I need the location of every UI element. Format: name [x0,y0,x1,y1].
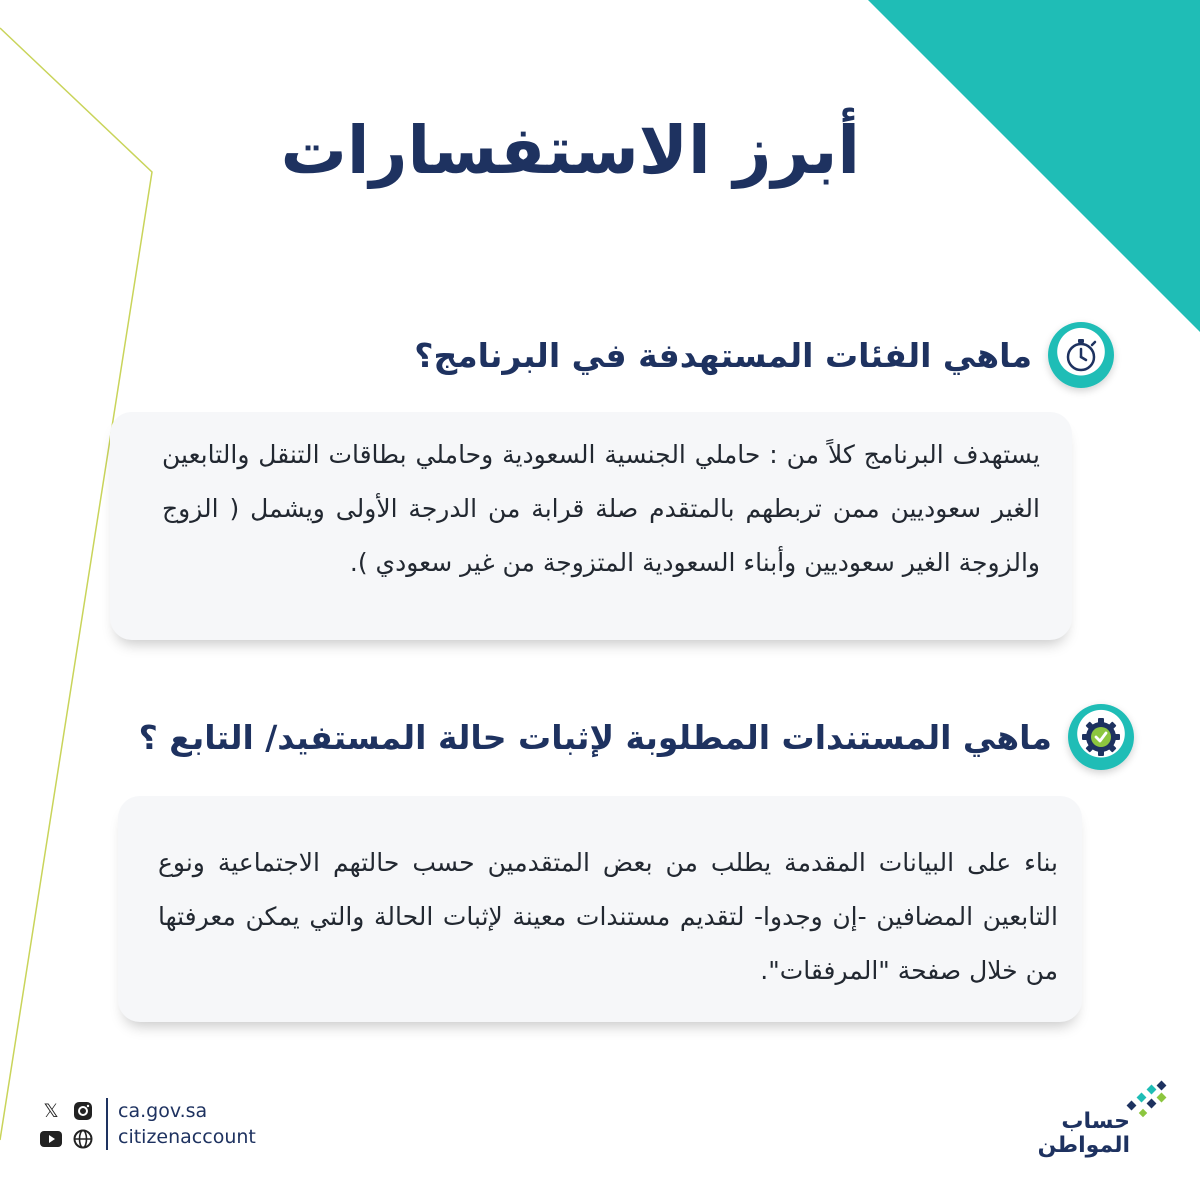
question-1-header [414,322,1114,388]
teal-corner-triangle [868,0,1200,332]
stopwatch-icon [1048,322,1114,388]
question-2-header [139,704,1134,770]
globe-icon[interactable] [72,1128,94,1150]
gear-check-icon [1068,704,1134,770]
brand-line-2: المواطن [1037,1133,1130,1158]
social-icons [38,1100,94,1152]
social-handle[interactable]: citizenaccount [118,1126,256,1148]
website-link[interactable]: ca.gov.sa [118,1100,208,1122]
instagram-icon[interactable] [72,1100,94,1122]
answer-1-card [110,412,1072,640]
answer-2-text: بناء على البيانات المقدمة يطلب من بعض المتقدمين حسب حالتهم الاجتماعية ونوع التابعين المضافين -إن وجدوا- لتقديم مستندات معينة لإثبات الحالة والتي يمكن معرفتها من خلال صفحة "المرفقات". [158,848,1058,985]
answer-1-text: يستهدف البرنامج كلاً من : حاملي الجنسية السعودية وحاملي بطاقات التنقل والتابعين الغير سعوديين ممن تربطهم بالمتقدم صلة قرابة من الدرجة الأولى ويشمل ( الزوج والزوجة الغير سعوديين وأبناء السعودية المتزوجة من غير سعودي ). [162,440,1040,577]
youtube-icon[interactable] [40,1128,62,1150]
brand-line-1: حساب [1061,1109,1130,1134]
x-icon[interactable]: 𝕏 [43,1100,59,1122]
question-1-title: ماهي الفئات المستهدفة في البرنامج؟ [414,335,1032,375]
answer-2-card [118,796,1082,1022]
brand-logo [1037,1080,1170,1160]
brand-name [1038,1110,1130,1158]
footer-divider [106,1098,108,1150]
footer-links [118,1098,256,1150]
page-title: أبرز الاستفسارات [280,112,860,189]
question-2-title: ماهي المستندات المطلوبة لإثبات حالة المستفيد/ التابع ؟ [138,717,1052,757]
